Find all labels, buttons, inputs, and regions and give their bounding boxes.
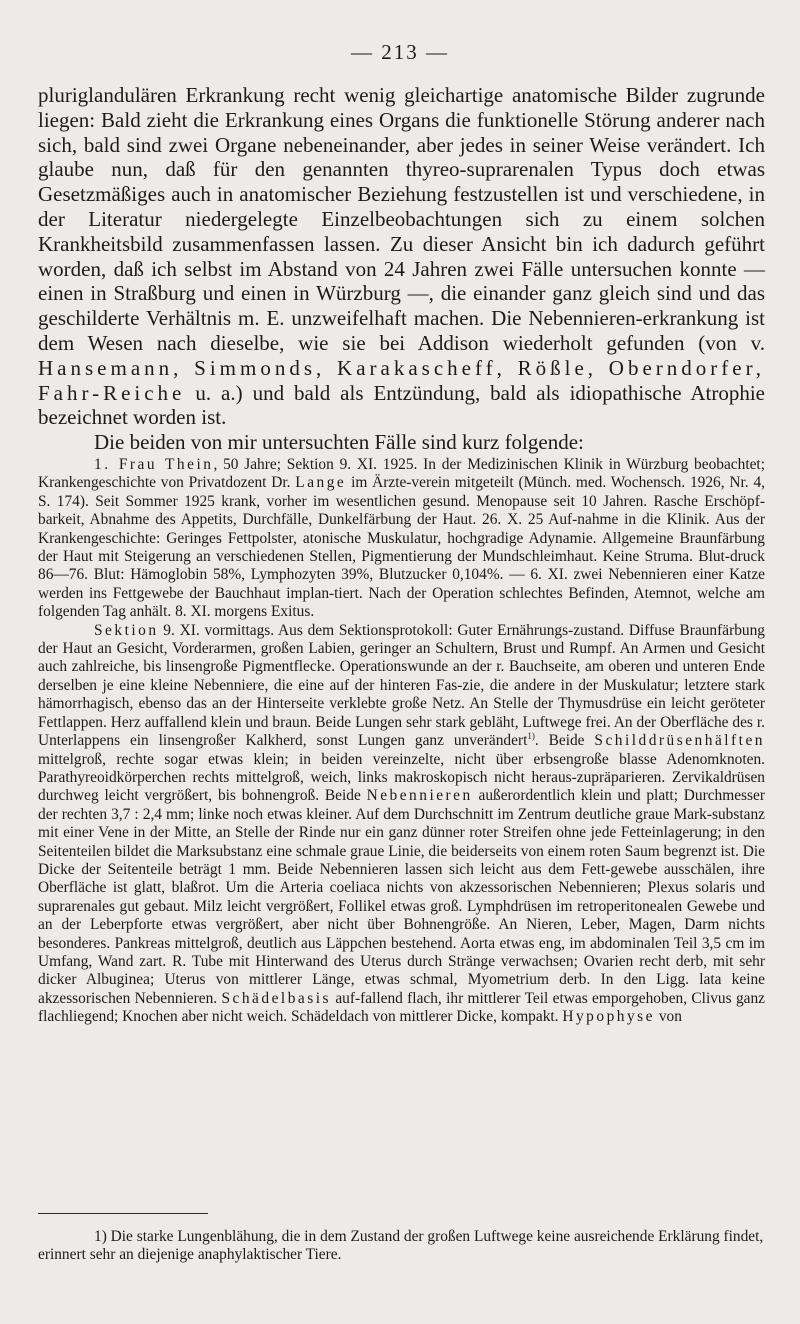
case-1-paragraph: [38, 456, 765, 622]
main-paragraph: [38, 83, 765, 430]
schaedelbasis-label: Schädelbasis: [221, 989, 331, 1007]
main-paragraph-end: u. a.) und bald als Entzündung, bald als idiopathische Atrophie bezeichnet worden ist.: [38, 380, 765, 430]
sektion-text-4: außerordentlich klein und platt; Durchmesser der rechten 3,7 : 2,4 mm; linke noch etwas kleiner. Auf dem Durchschnitt im Zentrum deutliche graue Mark-substanz mit einer Vene in der Mitte, an Stelle der Rinde nur ein ganz dünner roter Streifen ohne jede Fetteinlagerung; in den Seitenteilen bildet die Marksubstanz eine schmale graue Linie, die beiderseits von einem roten Saum begrenzt ist. Die Dicke der Seitenteile beträgt 1 mm. Beide Nebennieren lassen sich leicht aus dem Fett-gewebe ausschälen, ihre Oberfläche ist glatt, blaßrot. Um die Arteria coeliaca nichts von akzessorischen Nebennieren; Plexus solaris und suprarenales gut gebaut. Milz leicht vergrößert, Follikel etwas groß. Lymphdrüsen im retroperitonealen Gewebe und an der Leberpforte etwas vergrößert, aber nicht über Bohnengröße. An Nieren, Leber, Magen, Darm nichts besonderes. Pankreas mittelgroß, deutlich aus Läppchen bestehend. Aorta etwas eng, im abdominalen Teil 3,5 cm im Umfang, Wand zart. R. Tube mit Hinterwand des Uterus durch Stränge verwachsen; Ovarien recht derb, mit sehr dicker Albuginea; Uterus von mittlerer Länge, etwas schmal, Myometrium derb. In den Ligg. lata keine akzessorischen Nebennieren.: [38, 787, 765, 1007]
case-1-label: 1. Frau Thein: [94, 456, 214, 473]
sektion-text-5: auf-fallend flach, ihr mittlerer Teil etwas emporgehoben, Clivus ganz flachliegend; Knochen aber nicht weich. Schädeldach von mittlerer Dicke, kompakt.: [38, 989, 765, 1026]
page-number: — 213 —: [351, 40, 449, 64]
main-text-block: [38, 83, 765, 455]
case-1-author: Lange: [295, 474, 347, 492]
sektion-text-3: mittelgroß, rechte sogar etwas klein; in beiden vereinzelte, nicht über erbsengroße blasse Adenomknoten. Parathyreoidkörperchen rechts mittelgroß, weich, links makroskopisch nicht heraus-zupräparieren. Zervikaldrüsen durchweg leicht vergrößert, bis bohnengroß. Beide: [38, 750, 765, 805]
author-names-spaced: Hansemann, Simmonds, Karakascheff, Rößle, Oberndorfer, Fahr-Reiche: [38, 355, 765, 405]
footnote-text: 1) Die starke Lungenblähung, die in dem Zustand der großen Luftwege keine ausreichende Erklärung findet, erinnert sehr an diejenige anaphylaktischer Tiere.: [38, 1228, 764, 1264]
case-1-text-continued: im Ärzte-verein mitgeteilt (Münch. med. Wochensch. 1926, Nr. 4, S. 174). Seit Sommer 1925 krank, vorher im wesentlichen gesund. Menopause seit 10 Jahren. Rasche Erschöpf-barkeit, Abnahme des Appetits, Durchfälle, Dunkelfärbung der Haut. 26. X. 25 Auf-nahme in die Klinik. Aus der Krankengeschichte: Geringes Fettpolster, atonische Muskulatur, hochgradige Adynamie. Allgemeine Braunfärbung der Haut mit Steigerung an verschiedenen Stellen, Pigmentierung der Mundschleimhaut. Keine Struma. Blut-druck 86—76. Blut: Hämoglobin 58%, Lymphozyten 39%, Blutzucker 0,104%. — 6. XI. zwei Nebennieren einer Katze werden ins Fettgewebe der Bauchhaut implan-tiert. Nach der Operation schlechtes Befinden, Atemnot, welche am folgenden Tag anhält. 8. XI. morgens Exitus.: [38, 474, 765, 621]
sektion-text-6: von: [654, 1008, 682, 1026]
case-report-block: [38, 456, 765, 1027]
case-1-text: , 50 Jahre; Sektion 9. XI. 1925. In der Medizinischen Klinik in Würzburg beobachtet; Krankengeschichte von Privatdozent Dr.: [38, 456, 765, 492]
sektion-label: Sektion: [94, 621, 159, 639]
schilddruese-label: Schilddrüsenhälften: [594, 732, 765, 750]
hypophyse-label: Hypophyse: [562, 1008, 655, 1026]
sektion-text-2: . Beide: [534, 732, 595, 750]
footnote-divider: [38, 1213, 208, 1214]
footnote-reference[interactable]: 1): [527, 730, 535, 741]
sektion-text: 9. XI. vormittags. Aus dem Sektionsprotokoll: Guter Ernährungs-zustand. Diffuse Braunfärbung der Haut an Gesicht, Vorderarmen, großen Labien, geringer an Schultern, Brust und Rumpf. An Armen und Gesicht auch zahlreiche, bis linsengroße Pigmentflecke. Operationswunde an der r. Bauchseite, am oberen und unteren Ende derselben je eine kleine Nebenniere, die eine auf der hinteren Fas-zie, die andere in der Muskulatur; letztere stark hämorrhagisch, ebenso das an der Hinterseite verklebte große Netz. An Stelle der Thymusdrüse ein leicht geröteter Fettlappen. Herz auffallend klein und braun. Beide Lungen sehr stark gebläht, Luftwege frei. An der Oberfläche des r. Unterlappens ein linsengroßer Kalkherd, sonst Lungen ganz unverändert: [38, 621, 765, 750]
nebennieren-label: Nebennieren: [366, 787, 473, 805]
sektion-paragraph: [38, 622, 765, 1027]
main-paragraph-text: pluriglandulären Erkrankung recht wenig gleichartige anatomische Bilder zugrunde liegen: Bald zieht die Erkrankung eines Organs die funktionelle Störung anderer nach sich, bald sind zwei Organe nebeneinander, aber jedes in seiner Weise verändert. Ich glaube nun, daß für den genannten thyreo-suprarenalen Typus doch etwas Gesetzmäßiges auch in anatomischer Beziehung festzustellen ist und verschiedene, in der Literatur niedergelegte Einzelbeobachtungen sich zu einem solchen Krankheitsbild zusammenfassen lassen. Zu dieser Ansicht bin ich dadurch geführt worden, daß ich selbst im Abstand von 24 Jahren zwei Fälle untersuchen konnte — einen in Straßburg und einen in Würzburg —, die einander ganz gleich sind und das geschilderte Verhältnis m. E. unzweifelhaft machen. Die Nebennieren-erkrankung ist dem Wesen nach dieselbe, wie sie bei Addison wiederholt gefunden (von v.: [38, 83, 765, 355]
footnote-block: [38, 1228, 765, 1265]
intro-line: Die beiden von mir untersuchten Fälle sind kurz folgende:: [94, 430, 584, 455]
